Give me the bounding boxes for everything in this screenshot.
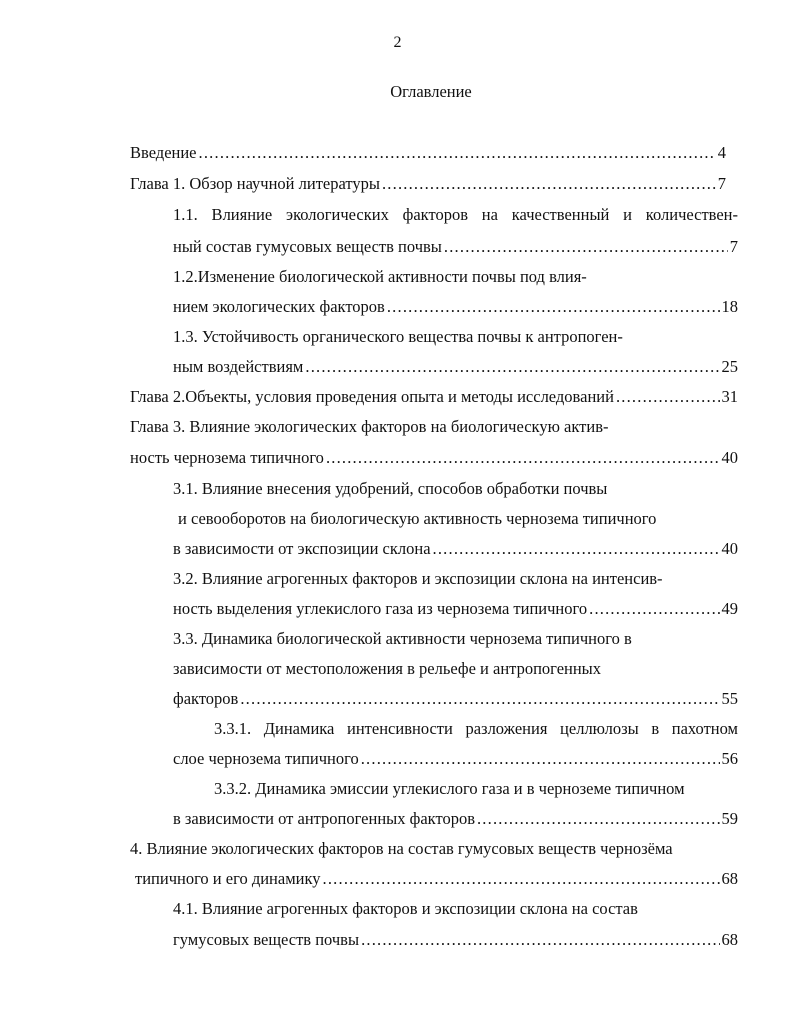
toc-entry-3-3-2-line1[interactable]: 3.3.2. Динамика эмиссии углекислого газа и в черноземе типичном xyxy=(214,779,685,798)
toc-entry-3-2-line1[interactable]: 3.2. Влияние агрогенных факторов и экспозиции склона на интенсив- xyxy=(173,569,663,588)
page-number: 2 xyxy=(393,34,402,51)
toc-entry-text: гумусовых веществ почвы xyxy=(173,930,360,949)
leader-dots xyxy=(240,688,719,710)
toc-page-number: 59 xyxy=(721,809,738,828)
toc-entry-chapter-3-line2[interactable] xyxy=(130,447,738,469)
toc-entry-text: факторов xyxy=(173,689,239,708)
toc-entry-text: Введение xyxy=(130,143,197,162)
toc-page-number: 4 xyxy=(717,143,726,162)
toc-entry-text: нием экологических факторов xyxy=(173,297,385,316)
toc-page-number: 40 xyxy=(721,539,738,558)
toc-entry-1-3-line1[interactable]: 1.3. Устойчивость органического вещества почвы к антропоген- xyxy=(173,327,623,346)
toc-entry-text: Глава 1. Обзор научной литературы xyxy=(130,174,380,193)
toc-entry-chapter-1[interactable] xyxy=(130,173,726,195)
toc-page-number: 18 xyxy=(721,297,738,316)
toc-entry-3-1-line2[interactable]: и севооборотов на биологическую активность чернозема типичного xyxy=(178,509,657,528)
toc-title: Оглавление xyxy=(390,82,472,101)
toc-entry-3-1-line3[interactable] xyxy=(173,538,738,560)
toc-entry-1-3-line2[interactable] xyxy=(173,356,738,378)
leader-dots xyxy=(326,447,720,469)
toc-entry-3-3-2-line2[interactable] xyxy=(173,808,738,830)
toc-entry-text: Глава 2.Объекты, условия проведения опыта и методы исследований xyxy=(130,387,614,406)
toc-entry-text: ный состав гумусовых веществ почвы xyxy=(173,237,442,256)
toc-entry-3-3-line1[interactable]: 3.3. Динамика биологической активности чернозема типичного в xyxy=(173,629,632,648)
toc-entry-text: ность выделения углекислого газа из чернозема типичного xyxy=(173,599,588,618)
leader-dots xyxy=(589,598,719,620)
toc-page-number: 40 xyxy=(721,448,738,467)
leader-dots xyxy=(444,236,728,258)
toc-entry-text: ность чернозема типичного xyxy=(130,448,324,467)
toc-entry-1-1-line1[interactable]: 1.1. Влияние экологических факторов на качественный и количествен- xyxy=(173,205,738,224)
toc-entry-chapter-3-line1[interactable]: Глава 3. Влияние экологических факторов на биологическую актив- xyxy=(130,417,609,436)
leader-dots xyxy=(616,386,720,408)
toc-entry-chapter-4-line1[interactable]: 4. Влияние экологических факторов на состав гумусовых веществ чернозёма xyxy=(130,839,673,858)
leader-dots xyxy=(305,356,719,378)
toc-page-number: 49 xyxy=(721,599,738,618)
toc-page-number: 31 xyxy=(721,387,738,406)
leader-dots xyxy=(199,142,716,164)
leader-dots xyxy=(361,929,719,951)
toc-entry-4-1-line1[interactable]: 4.1. Влияние агрогенных факторов и экспозиции склона на состав xyxy=(173,899,638,918)
toc-entry-text: типичного и его динамику xyxy=(135,869,321,888)
toc-page-number: 68 xyxy=(721,930,738,949)
toc-entry-4-1-line2[interactable] xyxy=(173,929,738,951)
leader-dots xyxy=(382,173,716,195)
leader-dots xyxy=(323,868,720,890)
toc-entry-text: в зависимости от экспозиции склона xyxy=(173,539,431,558)
toc-page-number: 55 xyxy=(721,689,738,708)
leader-dots xyxy=(433,538,720,560)
toc-page-number: 68 xyxy=(721,869,738,888)
toc-entry-1-1-line2[interactable] xyxy=(173,236,738,258)
toc-page-number: 25 xyxy=(721,357,738,376)
leader-dots xyxy=(387,296,720,318)
toc-entry-text: слое чернозема типичного xyxy=(173,749,359,768)
toc-entry-3-3-1-line2[interactable] xyxy=(173,748,738,770)
leader-dots xyxy=(361,748,720,770)
toc-entry-intro[interactable] xyxy=(130,142,726,164)
toc-entry-chapter-2[interactable] xyxy=(130,386,738,408)
toc-entry-text: ным воздействиям xyxy=(173,357,304,376)
toc-entry-text: в зависимости от антропогенных факторов xyxy=(173,809,475,828)
toc-entry-3-3-line3[interactable] xyxy=(173,688,738,710)
toc-page-number: 56 xyxy=(721,749,738,768)
toc-entry-3-3-line2[interactable]: зависимости от местоположения в рельефе и антропогенных xyxy=(173,659,602,678)
toc-entry-3-2-line2[interactable] xyxy=(173,598,738,620)
toc-entry-3-3-1-line1[interactable]: 3.3.1. Динамика интенсивности разложения целлюлозы в пахотном xyxy=(214,719,738,738)
toc-page-number: 7 xyxy=(729,237,738,256)
leader-dots xyxy=(477,808,720,830)
toc-page-number: 7 xyxy=(717,174,726,193)
toc-entry-1-2-line1[interactable]: 1.2.Изменение биологической активности почвы под влия- xyxy=(173,267,587,286)
toc-entry-chapter-4-line2[interactable] xyxy=(135,868,738,890)
toc-entry-3-1-line1[interactable]: 3.1. Влияние внесения удобрений, способов обработки почвы xyxy=(173,479,608,498)
toc-entry-1-2-line2[interactable] xyxy=(173,296,738,318)
